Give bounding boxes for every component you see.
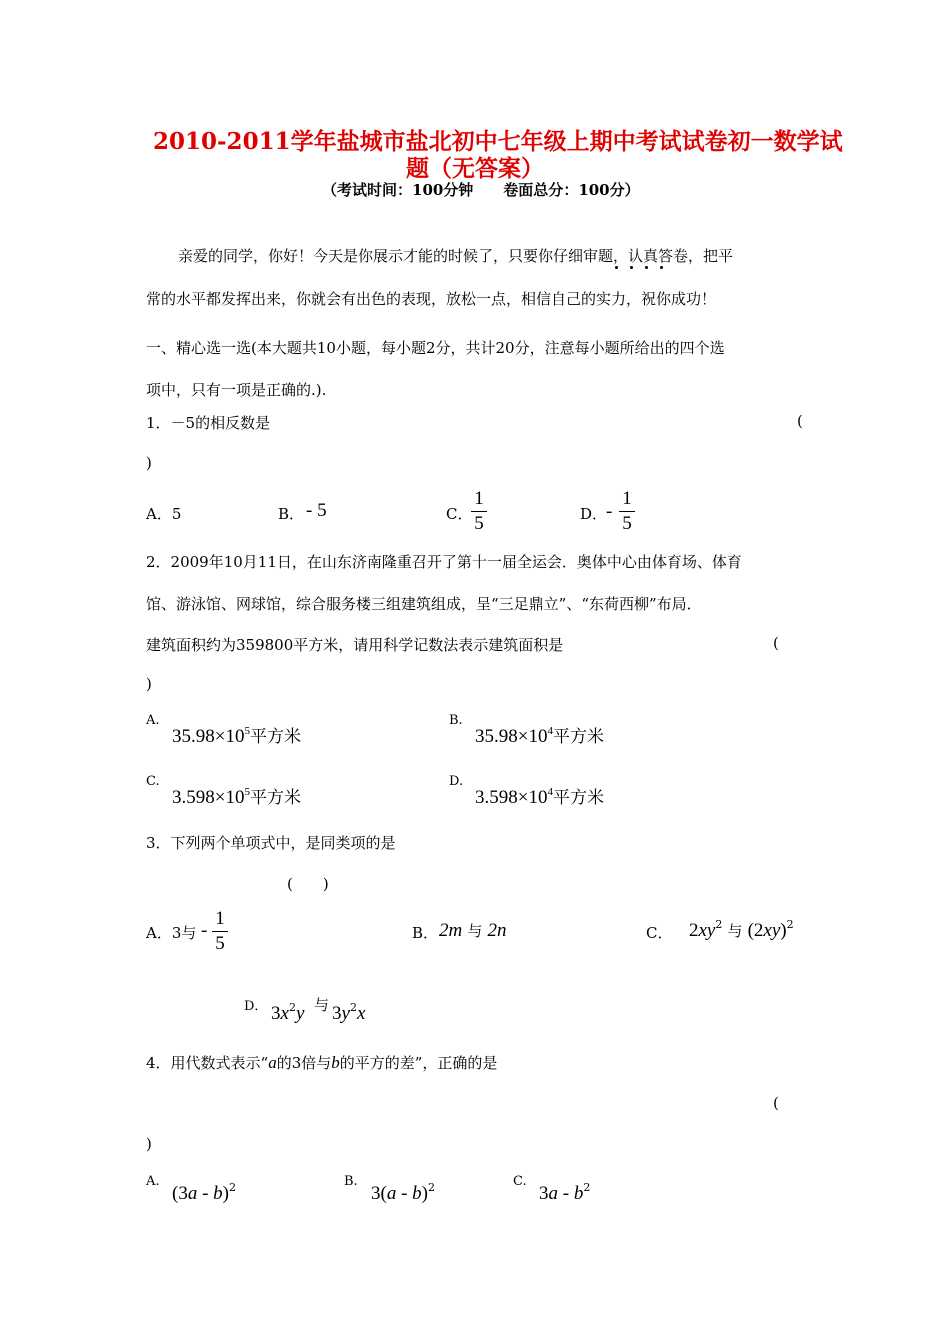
unit-label: 平方米 [249,788,301,807]
q3-option-d-label: D． [244,999,268,1014]
unit-label: 平方米 [552,727,604,746]
fraction-bar [619,511,635,512]
q1-paren-close: ) [146,454,152,472]
q2-option-c-value [172,783,301,809]
q3-option-d-value: $3x^2y$ [271,1001,305,1024]
emphasis-dot [615,266,618,269]
sci-notation-base: 35.98×10 [475,726,548,747]
q4-option-b-value: 3(a - b)$^2$ [371,1181,435,1204]
emphasis-dot [645,266,648,269]
q4-stem-part-a: 4．用代数式表示“ [146,1054,269,1072]
q2-option-b-label: B. [449,713,463,728]
q4-stem [146,1052,497,1073]
q3-option-b-value [439,920,506,942]
sci-notation-base: 3.598×10 [172,787,245,808]
q2-option-b-value [475,722,604,748]
q3-option-a-sign: - [201,920,208,941]
emphasis-dot [630,266,633,269]
variable-a: a [268,1053,277,1072]
q1-paren-open: ( [797,412,803,430]
sci-notation-exponent: 4 [547,725,553,737]
document-title-line2: 题（无答案） [406,155,544,182]
sci-notation-base: 3.598×10 [475,787,548,808]
fraction-bar [471,511,487,512]
q2-line-1: 2．2009年10月11日，在山东济南隆重召开了第十一届全运会．奥体中心由体育场、体育 [146,553,742,571]
variable-b: b [331,1053,340,1072]
q2-paren-close: ) [146,675,152,693]
q3-stem: 3．下列两个单项式中，是同类项的是 [146,834,396,852]
q3-option-c-value: $2xy^2$ 与 $(2xy)^2$ [689,918,794,941]
q2-option-c-label: C. [146,774,160,789]
sci-notation-exponent: 5 [244,725,250,737]
q1-option-d-sign: - [606,501,613,522]
q3-option-d-with: 与 [314,996,330,1014]
q3-option-a-label: A．3与 [146,924,197,942]
sci-notation-exponent: 4 [547,786,553,798]
q4-option-c-value: $3a - b^2$ [539,1181,591,1204]
q4-option-c-label: C. [513,1174,527,1189]
unit-label: 平方米 [249,727,301,746]
intro-line-2: 常的水平都发挥出来，你就会有出色的表现，放松一点，相信自己的实力，祝你成功！ [146,290,717,308]
q1-option-b-label: B． [278,505,305,523]
section-heading-line1: 一、精心选一选(本大题共10小题，每小题2分，共计20分，注意每小题所给出的四个选 [146,339,725,357]
unit-label: 平方米 [552,788,604,807]
q4-paren-close: ) [146,1135,152,1153]
monomial: 2m [439,920,463,941]
fraction-denominator: 5 [622,513,632,534]
fraction-denominator: 5 [474,513,484,534]
q4-stem-part-b: 的3倍与 [276,1054,332,1072]
with-word: 与 [727,922,743,940]
q1-stem: 1．－5的相反数是 [146,414,271,432]
q2-option-a-label: A. [146,713,160,728]
q1-option-d-label: D． [580,505,608,523]
document-title-line1: 2010-2011学年盐城市盐北初中七年级上期中考试试卷初一数学试 [153,128,843,155]
q1-option-a: A．5 [146,505,182,523]
q2-line-2: 馆、游泳馆、网球馆，综合服务楼三组建筑组成，呈“三足鼎立”、“东荷西柳”布局． [146,595,702,613]
q2-line-3: 建筑面积约为359800平方米，请用科学记数法表示建筑面积是 [146,636,564,654]
intro-line-1: 亲爱的同学，你好！今天是你展示才能的时候了，只要你仔细审题，认真答卷，把平 [178,247,734,265]
q2-option-a-value [172,722,301,748]
section-heading-line2: 项中，只有一项是正确的.). [146,381,327,399]
q4-option-a-value: (3a - b)$^2$ [172,1181,236,1204]
q2-option-d-value [475,783,604,809]
q3-option-b-label: B． [412,924,439,942]
q1-option-b-value: - 5 [306,500,327,521]
exam-info: （考试时间：100分钟 卷面总分：100分） [322,181,640,199]
monomial: 2n [487,920,507,941]
with-word: 与 [467,922,483,940]
fraction-numerator: 1 [622,488,632,509]
q1-option-c-label: C． [446,505,473,523]
q4-stem-part-c: 的平方的差”，正确的是 [339,1054,498,1072]
fraction-numerator: 1 [474,488,484,509]
q4-paren-open: ( [773,1094,779,1112]
fraction-denominator: 5 [215,933,225,954]
exponent: 2 [427,1181,435,1194]
q3-option-a-fraction [212,909,228,954]
sci-notation-base: 35.98×10 [172,726,245,747]
exponent: 2 [583,1181,591,1194]
q3-option-d-value-2: $3y^2x$ [332,1001,366,1024]
q3-option-c-label: C． [646,924,673,942]
emphasis-dot [660,266,663,269]
sci-notation-exponent: 5 [244,786,250,798]
q3-paren: ( ) [287,875,329,893]
q1-option-c-fraction [471,489,487,534]
q1-option-d-fraction [619,489,635,534]
q4-option-a-label: A. [146,1174,160,1189]
q2-paren-open: ( [773,634,779,652]
exponent: 2 [228,1181,236,1194]
q4-option-b-label: B. [344,1174,358,1189]
fraction-numerator: 1 [215,908,225,929]
q2-option-d-label: D. [449,774,464,789]
fraction-bar [212,931,228,932]
